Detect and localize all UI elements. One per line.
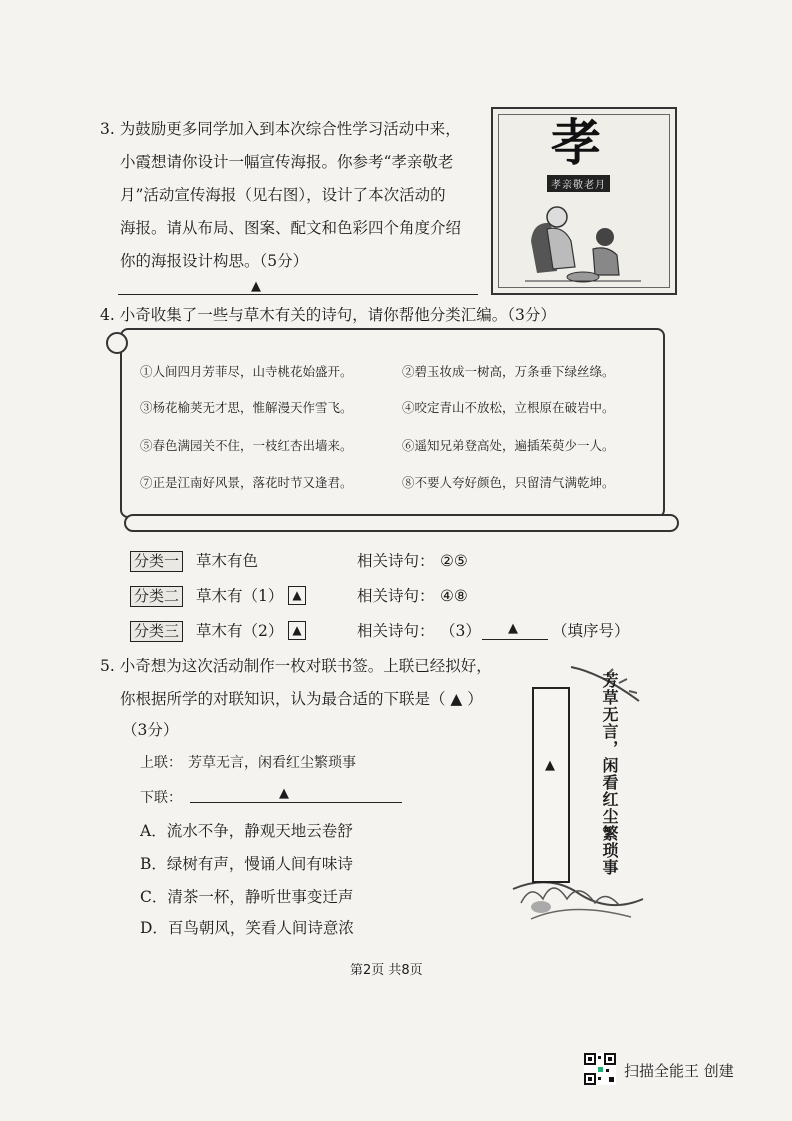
lower-couplet-mark: ▲ — [279, 786, 289, 801]
scroll-curl-icon — [106, 332, 128, 354]
category-3-name: 草木有（2） — [196, 622, 284, 640]
q5-line-2: 你根据所学的对联知识，认为最合适的下联是（ ▲ ） — [120, 690, 483, 708]
poem-4: ④咬定青山不放松，立根原在破岩中。 — [402, 400, 615, 415]
option-c[interactable]: C．清茶一杯，静听世事变迁声 — [140, 888, 354, 906]
bookmark-mark: ▲ — [545, 758, 555, 773]
q4-prompt: 4. 小奇收集了一些与草木有关的诗句，请你帮他分类汇编。（3分） — [100, 306, 556, 324]
category-2-related-label: 相关诗句： — [357, 587, 435, 605]
q3-answer-mark: ▲ — [251, 279, 261, 294]
lower-couplet-label: 下联： — [140, 790, 182, 806]
bookmark-slot[interactable] — [532, 687, 570, 883]
bookmark-illustration — [511, 663, 646, 925]
category-1-related-label: 相关诗句： — [357, 552, 435, 570]
poem-7: ⑦正是江南好风景，落花时节又逢君。 — [140, 475, 353, 490]
bookmark-upper-couplet: 芳草无言，闲看红尘繁琐事 — [600, 672, 619, 876]
q3-line-5: 你的海报设计构思。（5分） — [120, 252, 309, 270]
lower-couplet-blank[interactable] — [190, 802, 402, 803]
category-3-answer-box[interactable]: ▲ — [288, 619, 306, 640]
qr-code-icon — [584, 1053, 616, 1085]
poster-image — [491, 107, 677, 295]
q3-line-4: 海报。请从布局、图案、配文和色彩四个角度介绍 — [120, 219, 462, 237]
option-d[interactable]: D．百鸟朝风，笑看人间诗意浓 — [140, 919, 354, 937]
q3-line-2: 小霞想请你设计一幅宣传海报。你参考“孝亲敬老 — [120, 153, 454, 171]
option-a[interactable]: A．流水不争，静观天地云卷舒 — [140, 822, 353, 840]
category-1-name: 草木有色 — [196, 552, 259, 570]
poem-8: ⑧不要人夸好颜色，只留清气满乾坤。 — [402, 475, 615, 490]
poster-illustration-icon — [523, 201, 643, 285]
q5-line-3: （3分） — [122, 721, 179, 739]
category-3-blank-mark: ▲ — [508, 621, 518, 636]
q5-line-1: 5. 小奇想为这次活动制作一枚对联书签。上联已经拟好， — [100, 657, 492, 675]
category-3-tag: 分类三 — [130, 621, 183, 642]
poem-1: ①人间四月芳菲尽，山寺桃花始盛开。 — [140, 364, 353, 379]
scanner-watermark: 扫描全能王 创建 — [624, 1062, 734, 1080]
category-2-tag: 分类二 — [130, 586, 183, 607]
poem-2: ②碧玉妆成一树高，万条垂下绿丝绦。 — [402, 364, 615, 379]
category-1-tag: 分类一 — [130, 551, 183, 572]
poem-3: ③杨花榆荚无才思，惟解漫天作雪飞。 — [140, 400, 353, 415]
q3-answer-line[interactable] — [118, 294, 478, 295]
scroll-roller-icon — [124, 514, 679, 532]
category-3-blank[interactable] — [482, 639, 548, 640]
poster-big-char: 孝 — [551, 113, 601, 172]
category-3-related: （3） — [440, 622, 481, 640]
poster-banner: 孝亲敬老月 — [547, 175, 610, 192]
q3-line-3: 月”活动宣传海报（见右图），设计了本次活动的 — [120, 186, 446, 204]
poem-5: ⑤春色满园关不住，一枝红杏出墙来。 — [140, 438, 353, 453]
upper-couplet-label: 上联： — [140, 755, 182, 771]
category-3-related-label: 相关诗句： — [357, 622, 435, 640]
category-2-answer-box[interactable]: ▲ — [288, 584, 306, 605]
page-number: 第2页 共8页 — [350, 963, 423, 978]
q3-line-1: 3. 为鼓励更多同学加入到本次综合性学习活动中来， — [100, 120, 461, 138]
poem-6: ⑥遥知兄弟登高处，遍插茱萸少一人。 — [402, 438, 615, 453]
category-2-related: ④⑧ — [440, 587, 468, 605]
category-3-suffix: （填序号） — [552, 622, 630, 640]
option-b[interactable]: B．绿树有声，慢诵人间有味诗 — [140, 855, 353, 873]
upper-couplet: 芳草无言，闲看红尘繁琐事 — [188, 755, 356, 771]
category-1-related: ②⑤ — [440, 552, 468, 570]
category-2-name: 草木有（1） — [196, 587, 284, 605]
